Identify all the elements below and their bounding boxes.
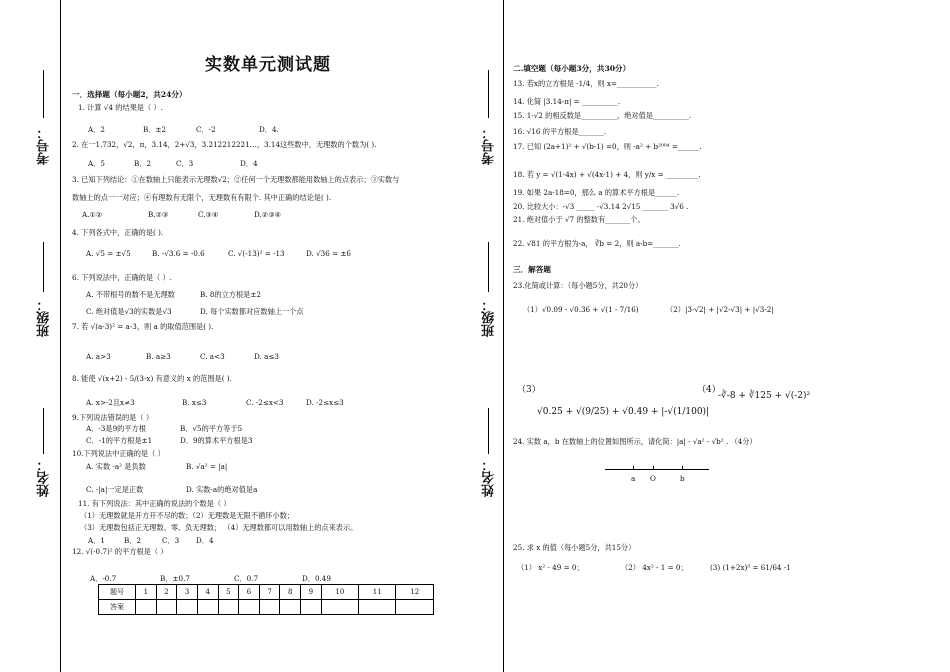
- question-19: 19. 如果 2a-18=0，那么 a 的算术平方根是______.: [513, 188, 679, 197]
- table-cell: 9: [301, 585, 322, 600]
- option-c: C．-2: [196, 125, 216, 134]
- answer-cell[interactable]: [239, 600, 260, 615]
- option-b: B．±0.7: [160, 574, 190, 583]
- answer-cell[interactable]: [321, 600, 358, 615]
- question-23-4: -∛-8 + ∛125 + √(-2)²: [718, 391, 811, 401]
- answer-cell[interactable]: [280, 600, 301, 615]
- question-8: 8. 能使 √(x+2) - 5/(3-x) 有意义的 x 的范围是( ).: [72, 374, 232, 383]
- side-label-name: 姓名：: [37, 458, 52, 497]
- option-a: A. x>-2且x≠3: [86, 398, 135, 407]
- option-a: A．1: [88, 536, 105, 545]
- section-3-heading: 三．解答题: [513, 265, 551, 274]
- question-23: 23.化简或计算：（每小题5分，共20分）: [513, 281, 643, 290]
- section-2-heading: 二.填空题（每小题3分，共30分）: [513, 64, 631, 73]
- option-c: C．0.7: [234, 574, 259, 583]
- answer-table: [98, 584, 434, 615]
- number-line-tick: [653, 466, 654, 470]
- option-a: A．2: [88, 125, 105, 134]
- side-blank-line: [488, 70, 489, 118]
- option-c: C．3: [176, 159, 194, 168]
- option-b: B．2: [134, 159, 152, 168]
- option-d: D. 每个实数都对应数轴上一个点: [200, 307, 304, 316]
- option-b: B.②③: [148, 210, 169, 219]
- option-a: A. √5 = ±√5: [86, 249, 131, 258]
- option-a: A.①②: [82, 210, 103, 219]
- table-cell: 答案: [99, 600, 136, 615]
- question-23-1: （1）√0.09 - √0.36 + √(1 - 7/16): [523, 305, 639, 314]
- option-c: C. √(-13)² = -13: [228, 249, 285, 258]
- option-c: C. 绝对值是√3的实数是√3: [86, 307, 172, 316]
- answer-cell[interactable]: [156, 600, 177, 615]
- question-25-2: （2） 4x² - 1 = 0；: [621, 563, 688, 572]
- table-row: [99, 585, 434, 600]
- option-b: B．±2: [143, 125, 167, 134]
- left-binding-line: [60, 0, 61, 672]
- option-c: C. a<3: [200, 352, 225, 361]
- table-cell: 2: [156, 585, 177, 600]
- table-cell: 4: [197, 585, 218, 600]
- section-1-heading: 一．选择题（每小题2，共24分）: [72, 90, 187, 99]
- question-3-line-1: 3. 已知下列结论：①在数轴上只能表示无理数√2；②任何一个无理数都能用数轴上的点表示；③实数与: [72, 175, 400, 184]
- option-b: B．√5的平方等于5: [180, 424, 243, 433]
- option-d: D．4: [196, 536, 214, 545]
- table-cell: 3: [177, 585, 198, 600]
- number-line-label-b: b: [680, 474, 685, 483]
- option-d: D. a≤3: [254, 352, 279, 361]
- number-line: [605, 469, 709, 470]
- question-11-line-1: （1）无理数就是开方开不尽的数；（2）无理数是无限不循环小数；: [80, 511, 294, 520]
- answer-cell[interactable]: [136, 600, 157, 615]
- side-label-name: 姓名：: [482, 458, 497, 497]
- option-b: B．2: [124, 536, 142, 545]
- number-line-label-o: O: [650, 474, 656, 483]
- option-c: C．-1的平方根是±1: [86, 436, 153, 445]
- question-9: 9.下列说法错误的是（ ）: [72, 413, 154, 422]
- question-18: 18. 若 y = √(1-4x) + √(4x-1) + 4，则 y/x = _________.: [513, 170, 701, 179]
- question-23-3: √0.25 + √(9/25) + √0.49 + |-√(1/100)|: [537, 407, 710, 417]
- center-binding-line: [503, 0, 504, 672]
- option-d: D. -2≤x≤3: [306, 398, 344, 407]
- side-label-exam-no: 考号：: [482, 126, 497, 165]
- side-blank-line: [43, 242, 44, 292]
- table-row: [99, 600, 434, 615]
- option-d: D．0.49: [302, 574, 331, 583]
- option-b: B. √a² = |a|: [186, 462, 228, 471]
- question-24: 24. 实数 a，b 在数轴上的位置如图所示，请化简：|a| - √a² - √b² . （4分）: [513, 437, 757, 446]
- side-label-exam-no: 考号：: [37, 126, 52, 165]
- question-3-line-2: 数轴上的点一一对应；④有理数有无限个，无理数有有限个. 其中正确的结论是( ).: [72, 193, 332, 202]
- answer-cell[interactable]: [301, 600, 322, 615]
- table-cell: 题号: [99, 585, 136, 600]
- question-25-1: （1） x² - 49 = 0；: [517, 563, 584, 572]
- answer-cell[interactable]: [177, 600, 198, 615]
- option-a: A．5: [88, 159, 105, 168]
- option-b: B. 8的立方根是±2: [200, 290, 261, 299]
- question-25-3: (3) (1+2x)³ = 61/64 -1: [710, 563, 791, 572]
- answer-cell[interactable]: [197, 600, 218, 615]
- question-16: 16. √16 的平方根是_______.: [513, 127, 607, 136]
- table-cell: 11: [359, 585, 396, 600]
- option-b: B. a≥3: [146, 352, 171, 361]
- question-25: 25. 求 x 的值（每小题5分，共15分）: [513, 543, 636, 552]
- question-23-3-label: （3）: [517, 385, 541, 395]
- option-a: A．-0.7: [90, 574, 117, 583]
- question-11-line-2: （3）无理数包括正无理数、零、负无理数； （4）无理数都可以用数轴上的点来表示。: [80, 523, 358, 532]
- answer-cell[interactable]: [259, 600, 280, 615]
- option-d: D. 实数-a的绝对值是a: [186, 485, 258, 494]
- side-blank-line: [43, 70, 44, 118]
- option-d: D.②③④: [254, 210, 282, 219]
- question-4: 4. 下列各式中，正确的是( ).: [72, 228, 164, 237]
- option-a: A. a>3: [86, 352, 111, 361]
- question-23-4-label: （4）: [697, 385, 721, 395]
- number-line-tick: [633, 466, 634, 470]
- side-blank-line: [43, 408, 44, 454]
- option-b: B. x≤3: [182, 398, 207, 407]
- answer-cell[interactable]: [359, 600, 396, 615]
- option-c: C．3: [162, 536, 180, 545]
- number-line-tick: [682, 466, 683, 470]
- option-c: C. -|a|一定是正数: [86, 485, 144, 494]
- question-22: 22. √81 的平方根为-a， ∛b = 2，则 a-b=_______.: [513, 239, 681, 248]
- question-13: 13. 若x的立方根是 -1/4，则 x=___________.: [513, 79, 659, 88]
- side-label-class: 班级：: [482, 298, 497, 337]
- option-a: A. 不带根号的数不是无理数: [86, 290, 175, 299]
- option-a: A. 实数 -a² 是负数: [86, 462, 146, 471]
- option-c: C. -2≤x<3: [246, 398, 284, 407]
- question-21: 21. 绝对值小于 √7 的整数有_______个。: [513, 215, 645, 224]
- table-cell: 5: [218, 585, 239, 600]
- question-17: 17. 已知 (2a+1)² + √(b-1) =0，则 -a² + b²⁰⁰⁴ =______.: [513, 142, 702, 151]
- question-10: 10.下列说法中正确的是（ ）: [72, 449, 165, 458]
- option-d: D. √36 = ±6: [306, 249, 351, 258]
- question-2: 2. 在一1.732，√2，π，3.14，2+√3，3.212212221…，3.14这些数中，无理数的个数为( ).: [72, 140, 377, 149]
- side-blank-line: [488, 408, 489, 454]
- side-blank-line: [488, 242, 489, 292]
- number-line-label-a: a: [631, 474, 636, 483]
- side-label-class: 班级：: [37, 298, 52, 337]
- table-cell: 7: [259, 585, 280, 600]
- option-c: C.③④: [198, 210, 219, 219]
- question-12: 12. √(-0.7)² 的平方根是（ ）: [72, 547, 168, 556]
- option-d: D．9的算术平方根是3: [180, 436, 253, 445]
- question-11: 11. 有下列说法：其中正确的说法的个数是（ ）: [78, 499, 231, 508]
- table-cell: 12: [396, 585, 434, 600]
- option-b: B. -√3.6 = -0.6: [152, 249, 205, 258]
- question-14: 14. 化简 |3.14-π| = __________.: [513, 97, 621, 106]
- question-6: 6. 下列说法中，正确的是（ ）.: [72, 273, 172, 282]
- question-15: 15. 1-√2 的相反数是__________，绝对值是__________.: [513, 111, 692, 120]
- question-23-2: （2）|3-√2| + |√2-√3| + |√3-2|: [666, 305, 774, 314]
- page-title: 实数单元测试题: [205, 55, 331, 75]
- question-7: 7. 若 √(a-3)² = a-3，则 a 的取值范围是( ).: [72, 322, 214, 331]
- option-d: D．4: [240, 159, 258, 168]
- option-a: A．-3是9的平方根: [86, 424, 146, 433]
- answer-cell[interactable]: [218, 600, 239, 615]
- table-cell: 6: [239, 585, 260, 600]
- table-cell: 8: [280, 585, 301, 600]
- table-cell: 1: [136, 585, 157, 600]
- option-d: D．4.: [259, 125, 279, 134]
- table-cell: 10: [321, 585, 358, 600]
- question-1: 1. 计算 √4 的结果是（ ）.: [78, 103, 163, 112]
- question-20: 20. 比较大小：-√3 _____ -√3.14 2√15 _______ 3√6 .: [513, 202, 689, 211]
- answer-cell[interactable]: [396, 600, 434, 615]
